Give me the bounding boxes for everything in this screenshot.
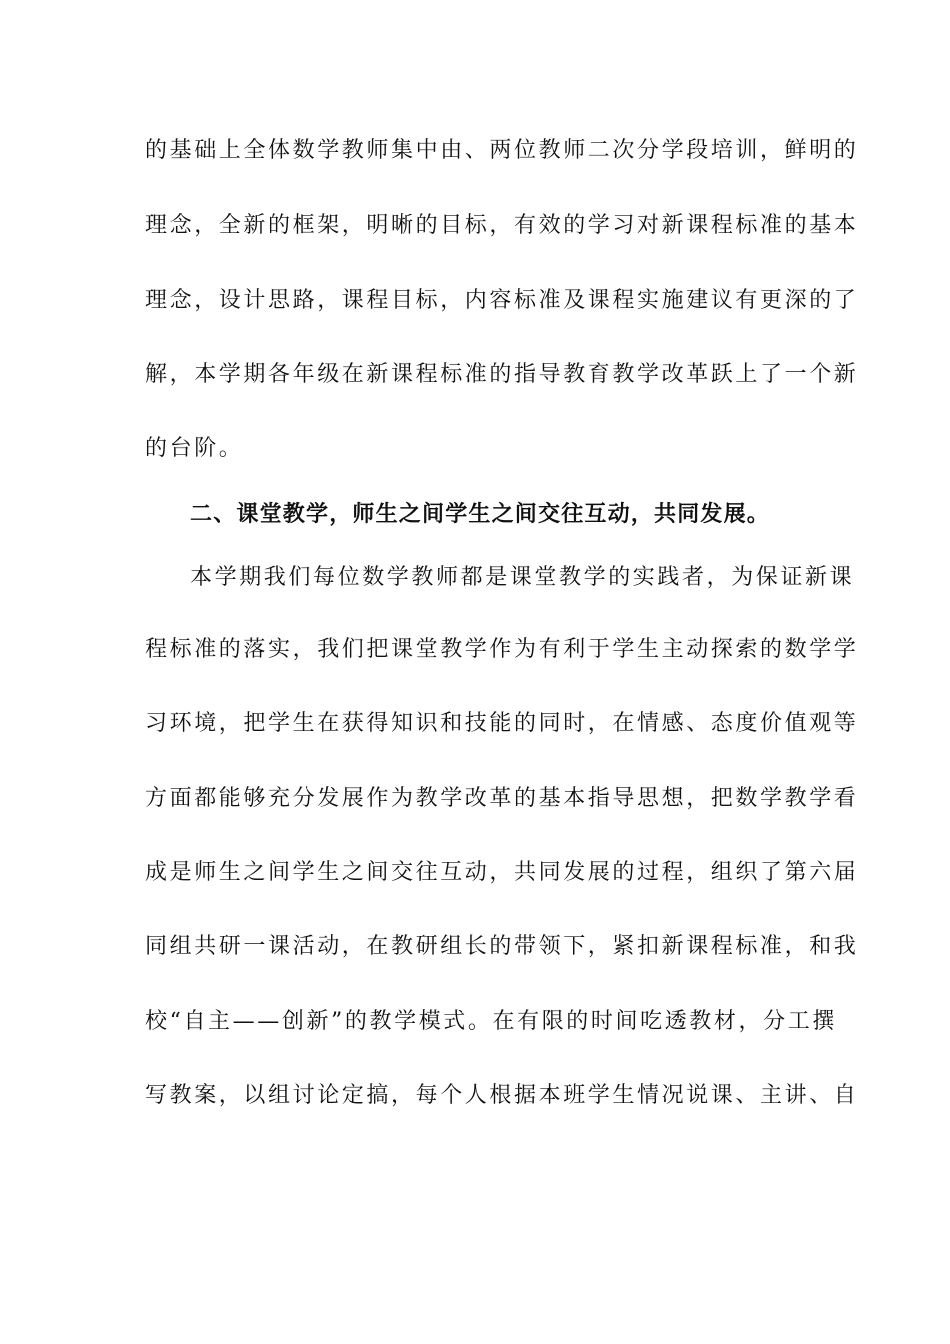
paragraph-2-line-6: 同组共研一课活动，在教研组长的带领下，紧扣新课程标准，和我 xyxy=(145,934,859,959)
paragraph-2-line-1: 本学期我们每位数学教师都是课堂教学的实践者，为保证新课 xyxy=(190,565,855,590)
paragraph-1-line-5: 的台阶。 xyxy=(145,436,244,461)
paragraph-1-line-1: 的基础上全体数学教师集中由、两位教师二次分学段培训，鲜明的 xyxy=(145,138,859,163)
paragraph-2-line-5: 成是师生之间学生之间交往互动，共同发展的过程，组织了第六届 xyxy=(145,860,859,885)
paragraph-2-line-2: 程标准的落实，我们把课堂教学作为有利于学生主动探索的数学学 xyxy=(145,637,859,662)
paragraph-2-line-8: 写教案，以组讨论定搞，每个人根据本班学生情况说课、主讲、自 xyxy=(145,1083,859,1108)
section-heading: 二、课堂教学，师生之间学生之间交往互动，共同发展。 xyxy=(190,502,771,527)
paragraph-2-line-7: 校“自主——创新”的教学模式。在有限的时间吃透教材，分工撰 xyxy=(145,1009,837,1034)
paragraph-2-line-3: 习环境，把学生在获得知识和技能的同时，在情感、态度价值观等 xyxy=(145,711,859,736)
paragraph-1-line-2: 理念，全新的框架，明晰的目标，有效的学习对新课程标准的基本 xyxy=(145,213,859,238)
paragraph-1-line-3: 理念，设计思路，课程目标，内容标准及课程实施建议有更深的了 xyxy=(145,288,859,313)
paragraph-2-line-4: 方面都能够充分发展作为教学改革的基本指导思想，把数学教学看 xyxy=(145,786,859,811)
paragraph-1-line-4: 解，本学期各年级在新课程标准的指导教育教学改革跃上了一个新 xyxy=(145,362,859,387)
